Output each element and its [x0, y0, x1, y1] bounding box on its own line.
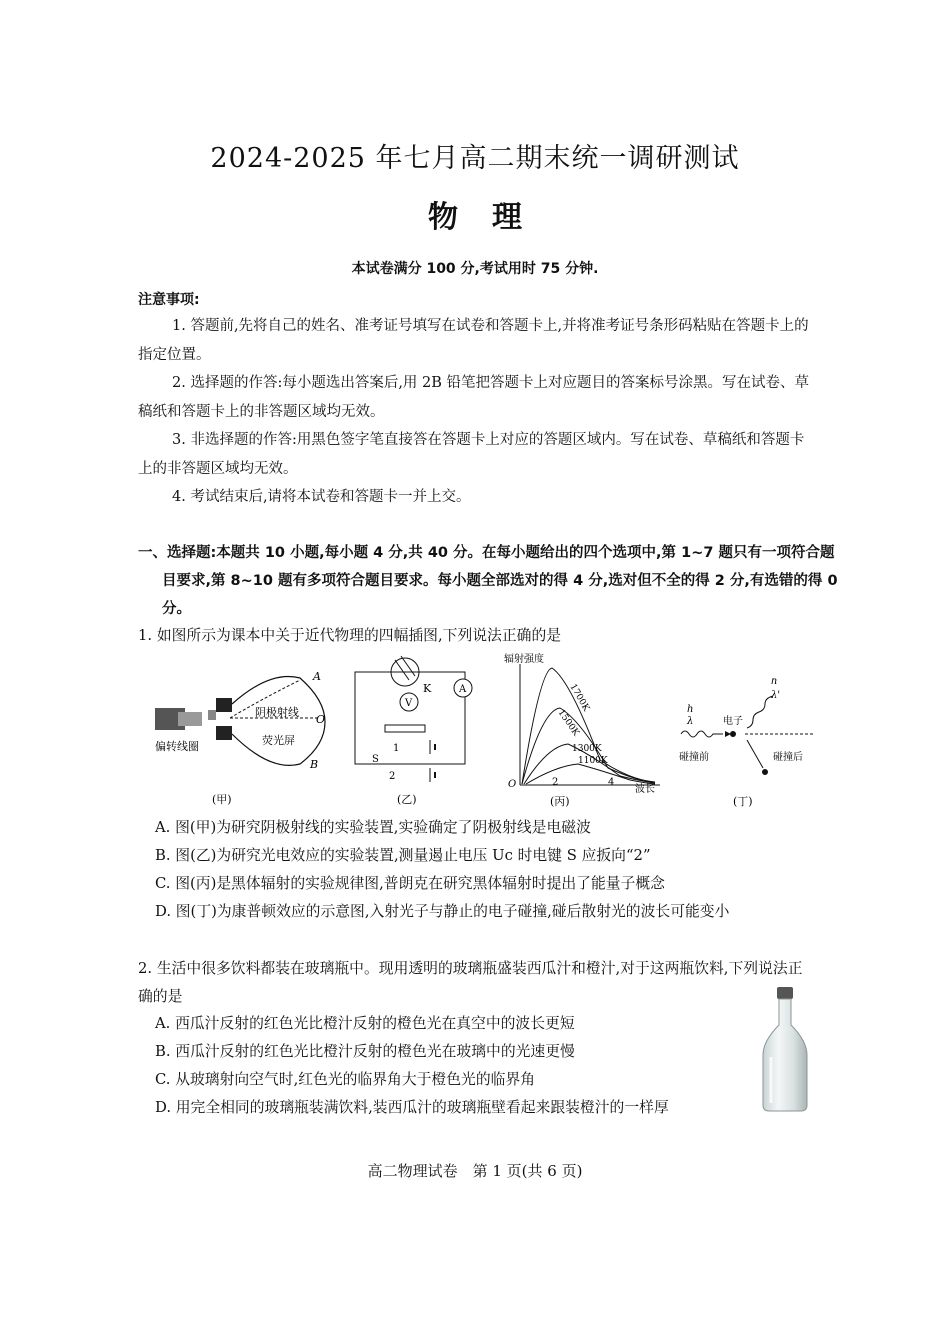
q2-option-c: C. 从玻璃射向空气时,红色光的临界角大于橙色光的临界角	[155, 1071, 536, 1088]
notice-item-4: 4. 考试结束后,请将本试卷和答题卡一并上交。	[172, 489, 471, 505]
coil-top	[216, 698, 232, 712]
rheostat	[385, 725, 425, 732]
tube-outline	[232, 676, 325, 765]
plate	[208, 710, 216, 720]
label-voltmeter: V	[405, 698, 413, 709]
notice-item-2: 2. 选择题的作答:每小题选出答案后,用 2B 铅笔把答题卡上对应题目的答案标号涂黑。写在试卷、草稿纸和答题卡上的非答题区域均无效。	[138, 375, 810, 420]
figure-ding	[675, 678, 820, 810]
electron-dot	[730, 731, 736, 737]
q1-option-a: A. 图(甲)为研究阴极射线的实验装置,实验确定了阴极射线是电磁波	[155, 819, 591, 836]
label-after: 碰撞后	[773, 752, 803, 763]
notice-heading: 注意事项:	[138, 292, 200, 308]
notice-item-1: 1. 答题前,先将自己的姓名、准考证号填写在试卷和答题卡上,并将准考证号条形码粘贴在答题卡上的指定位置。	[138, 318, 809, 363]
q2-stem: 2. 生活中很多饮料都装在玻璃瓶中。现用透明的玻璃瓶盛装西瓜汁和橙汁,对于这两瓶饮料,下列说法正确的是	[138, 960, 803, 1005]
label-before: 碰撞前	[679, 752, 709, 763]
label-k: K	[423, 682, 432, 695]
figure-bing	[500, 650, 670, 810]
caption-jia: (甲)	[212, 793, 232, 806]
ray-2	[401, 656, 415, 676]
notice-item-3: 3. 非选择题的作答:用黑色签字笔直接答在答题卡上对应的答题区域内。写在试卷、草稿纸和答题卡上的非答题区域均无效。	[138, 432, 805, 477]
figure-yi	[345, 650, 480, 810]
exam-meta: 本试卷满分 100 分,考试用时 75 分钟.	[351, 261, 599, 277]
exam-title: 2024-2025 年七月高二期末统一调研测试	[210, 143, 740, 174]
electron-recoil	[747, 740, 763, 768]
x-tick-4: 4	[608, 777, 615, 788]
caption-yi: (乙)	[397, 793, 417, 806]
label-h-out: h	[771, 678, 778, 687]
x-tick-2: 2	[552, 777, 559, 788]
x-axis-label: 波长	[635, 784, 655, 795]
label-1100k: 1100K	[578, 756, 608, 766]
bottle-cap	[777, 987, 793, 999]
electron-after	[762, 769, 768, 775]
caption-bing: (丙)	[550, 795, 570, 808]
scattered-photon	[747, 696, 773, 728]
anode-block	[178, 712, 202, 726]
section-heading: 一、选择题:本题共 10 小题,每小题 4 分,共 40 分。在每小题给出的四个选项中,第 1~7 题只有一项符合题目要求,第 8~10 题有多项符合题目要求。每小题全部选对的得 4 分,选对但不全的得 2 分,有选错的得 0 分。	[138, 545, 838, 617]
figure-jia	[150, 660, 340, 810]
circuit-frame	[355, 672, 465, 764]
origin-label: O	[508, 779, 517, 790]
label-lambda-in: λ	[687, 716, 694, 727]
caption-ding: (丁)	[733, 795, 753, 808]
label-1: 1	[393, 743, 400, 754]
q2-option-d: D. 用完全相同的玻璃瓶装满饮料,装西瓜汁的玻璃瓶壁看起来跟装橙汁的一样厚	[155, 1099, 669, 1116]
label-o: O	[316, 713, 326, 726]
label-b: B	[310, 758, 319, 771]
label-lambda-out: λ'	[771, 690, 781, 701]
label-2: 2	[389, 771, 396, 782]
label-h-in: h	[687, 704, 694, 715]
y-axis-label: 辐射强度	[504, 654, 544, 665]
incident-photon	[681, 731, 723, 737]
q1-option-b: B. 图(乙)为研究光电效应的实验装置,测量遏止电压 Uc 时电键 S 应扳向“2”	[155, 847, 651, 864]
q2-option-b: B. 西瓜汁反射的红色光比橙汁反射的橙色光在玻璃中的光速更慢	[155, 1043, 575, 1060]
ray-1	[395, 660, 409, 680]
page-footer: 高二物理试卷 第 1 页(共 6 页)	[367, 1162, 583, 1180]
q1-option-c: C. 图(丙)是黑体辐射的实验规律图,普朗克在研究黑体辐射时提出了能量子概念	[155, 875, 665, 892]
label-1500k: 1500K	[555, 707, 581, 739]
q1-option-d: D. 图(丁)为康普顿效应的示意图,入射光子与静止的电子碰撞,碰后散射光的波长可能变小	[155, 903, 730, 920]
label-ammeter: A	[459, 684, 467, 695]
label-1700k: 1700K	[567, 682, 591, 714]
label-screen: 荧光屏	[262, 734, 295, 747]
label-1300k: 1300K	[572, 744, 602, 754]
curve-1100k	[526, 764, 655, 784]
coil-bottom	[216, 726, 232, 740]
q1-stem: 1. 如图所示为课本中关于近代物理的四幅插图,下列说法正确的是	[138, 627, 562, 644]
label-a: A	[313, 670, 321, 683]
q2-option-a: A. 西瓜汁反射的红色光比橙汁反射的橙色光在真空中的波长更短	[155, 1015, 575, 1032]
label-cathode-ray: 阴极射线	[255, 706, 299, 719]
label-s: S	[372, 754, 379, 765]
label-electron: 电子	[723, 716, 743, 727]
label-coil: 偏转线圈	[155, 740, 199, 753]
subject-title: 物理	[428, 200, 556, 235]
